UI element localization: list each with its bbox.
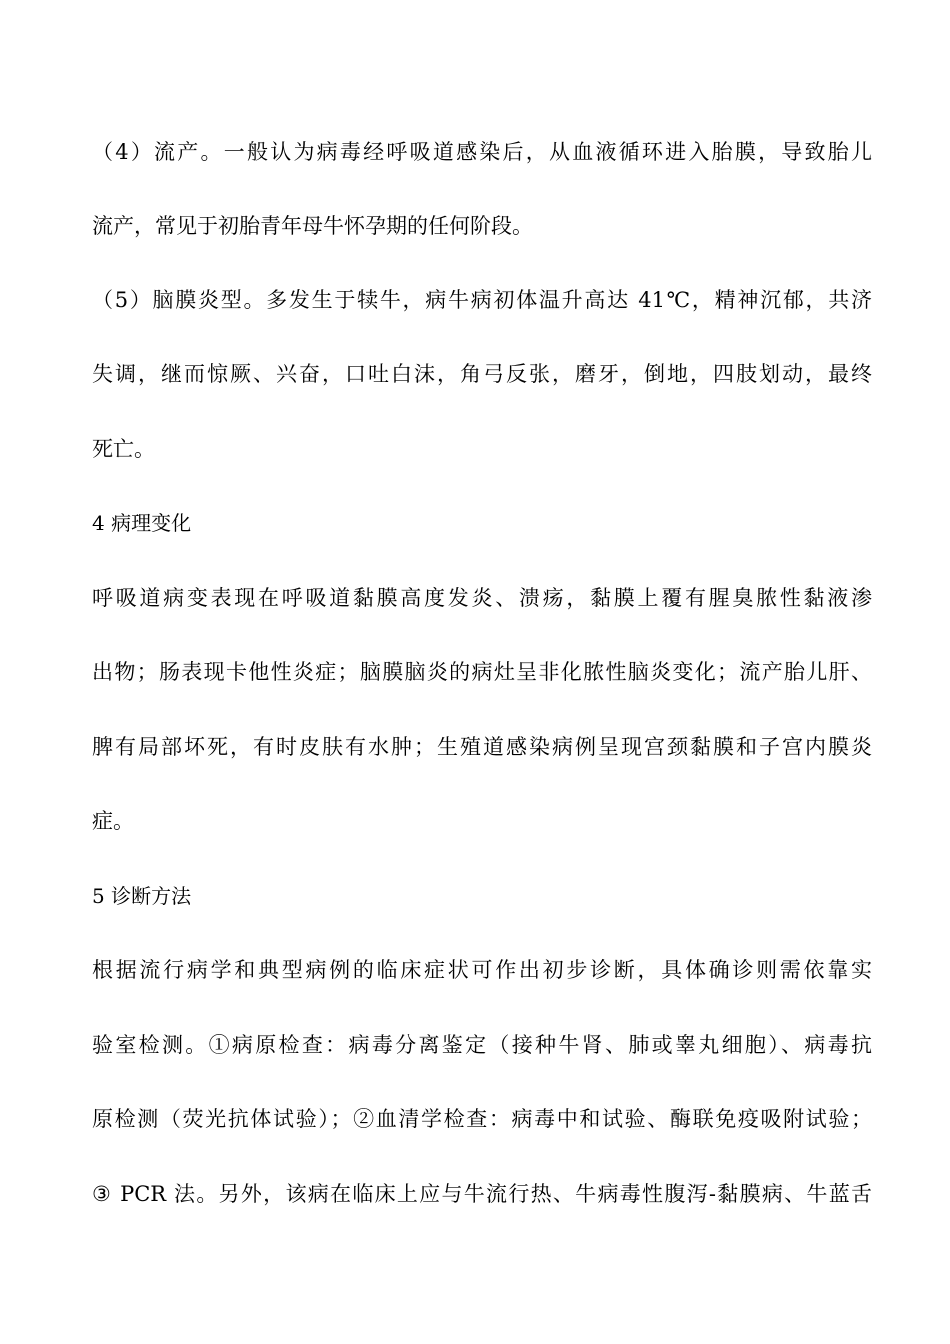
paragraph-diagnosis-line-4: ③ PCR 法。另外，该病在临床上应与牛流行热、牛病毒性腹泻-黏膜病、牛蓝舌 xyxy=(92,1182,872,1206)
section-heading-pathology: 4 病理变化 xyxy=(92,511,192,535)
paragraph-meningitis-line-2: 失调，继而惊厥、兴奋，口吐白沫，角弓反张，磨牙，倒地，四肢划动，最终 xyxy=(92,362,872,386)
paragraph-abortion-line-2: 流产，常见于初胎青年母牛怀孕期的任何阶段。 xyxy=(92,214,533,238)
paragraph-diagnosis-line-1: 根据流行病学和典型病例的临床症状可作出初步诊断，具体确诊则需依靠实 xyxy=(92,958,872,982)
paragraph-pathology-line-1: 呼吸道病变表现在呼吸道黏膜高度发炎、溃疡，黏膜上覆有腥臭脓性黏液渗 xyxy=(92,586,872,610)
paragraph-diagnosis-line-2: 验室检测。①病原检查：病毒分离鉴定（接种牛肾、肺或睾丸细胞）、病毒抗 xyxy=(92,1033,872,1057)
paragraph-pathology-line-3: 脾有局部坏死，有时皮肤有水肿；生殖道感染病例呈现宫颈黏膜和子宫内膜炎 xyxy=(92,735,872,759)
paragraph-abortion-line-1: （4）流产。一般认为病毒经呼吸道感染后，从血液循环进入胎膜，导致胎儿 xyxy=(92,140,872,164)
paragraph-pathology-line-2: 出物；肠表现卡他性炎症；脑膜脑炎的病灶呈非化脓性脑炎变化；流产胎儿肝、 xyxy=(92,660,872,684)
paragraph-diagnosis-line-3: 原检测（荧光抗体试验）；②血清学检查：病毒中和试验、酶联免疫吸附试验； xyxy=(92,1107,872,1131)
section-heading-diagnosis: 5 诊断方法 xyxy=(92,884,192,908)
paragraph-meningitis-line-3: 死亡。 xyxy=(92,437,155,461)
paragraph-pathology-line-4: 症。 xyxy=(92,809,134,833)
paragraph-meningitis-line-1: （5）脑膜炎型。多发生于犊牛，病牛病初体温升高达 41℃，精神沉郁，共济 xyxy=(92,288,872,312)
